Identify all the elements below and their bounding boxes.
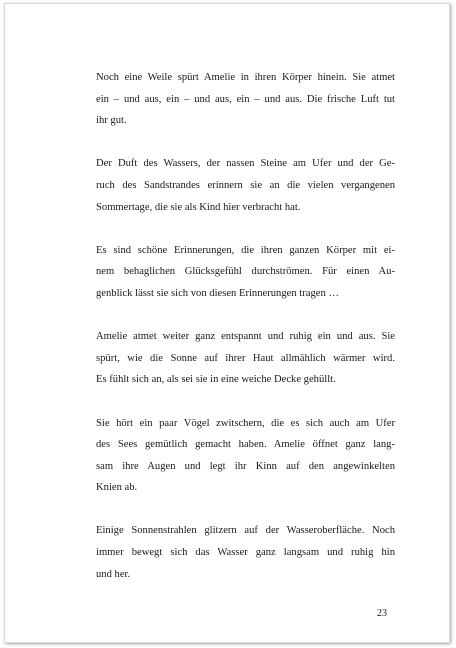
text-line: genblick lässt sie sich von diesen Erinnerungen tragen … <box>96 287 340 299</box>
text-line: spürt, wie die Sonne auf ihrer Haut allmählich wärmer wird. <box>96 352 395 364</box>
text-line: Es fühlt sich an, als sei sie in eine weiche Decke gehüllt. <box>96 374 336 386</box>
text-line: Noch eine Weile spürt Amelie in ihren Körper hinein. Sie atmet <box>96 72 395 83</box>
text-line: sam ihre Augen und legt ihr Kinn auf den angewinkelten <box>96 460 395 472</box>
text-line: Knien ab. <box>96 482 138 494</box>
paragraph-1 <box>96 67 395 132</box>
paragraph-4 <box>96 326 395 391</box>
text-line: ruch des Sandstrandes erinnern sie an die vielen vergangenen <box>96 179 395 191</box>
text-line: Sommertage, die sie als Kind hier verbracht hat. <box>96 201 301 213</box>
book-page <box>4 3 450 643</box>
text-line: Amelie atmet weiter ganz entspannt und ruhig ein und aus. Sie <box>96 331 395 343</box>
text-line: ein – und aus, ein – und aus, ein – und aus. Die frische Luft tut <box>96 93 395 105</box>
text-line: ihr gut. <box>96 115 127 127</box>
text-line: Der Duft des Wassers, der nassen Steine am Ufer und der Ge- <box>96 158 395 170</box>
text-line: Einige Sonnenstrahlen glitzern auf der Wasseroberfläche. Noch <box>96 525 395 537</box>
paragraph-5 <box>96 413 395 499</box>
text-line: und her. <box>96 568 131 580</box>
text-line: Es sind schöne Erinnerungen, die ihren ganzen Körper mit ei- <box>96 244 395 256</box>
body-text <box>96 67 395 607</box>
text-line: immer bewegt sich das Wasser ganz langsam und ruhig hin <box>96 547 395 559</box>
text-line: des Sees gemütlich gemacht haben. Amelie öffnet ganz lang- <box>96 439 395 451</box>
text-line: Sie hört ein paar Vögel zwitschern, die es sich auch am Ufer <box>96 417 395 429</box>
paragraph-2 <box>96 153 395 218</box>
text-line: nem behaglichen Glücksgefühl durchströmen. Für einen Au- <box>96 266 395 278</box>
paragraph-3 <box>96 240 395 305</box>
paragraph-6 <box>96 520 395 585</box>
page-number: 23 <box>377 608 387 619</box>
